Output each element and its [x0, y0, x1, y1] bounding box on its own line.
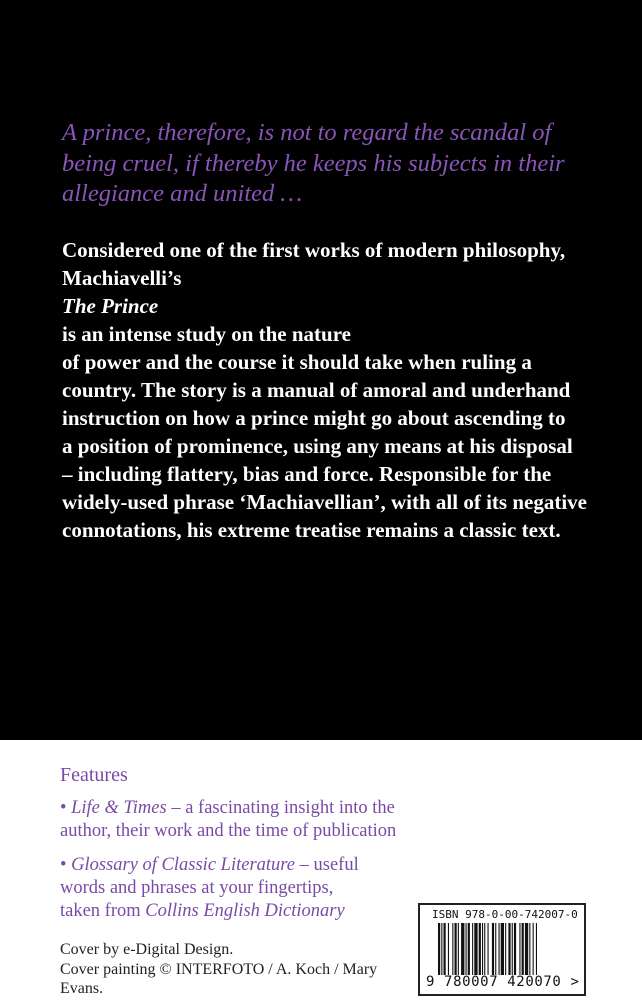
description-line: a position of prominence, using any means at his disposal	[62, 434, 573, 458]
description-line: widely-used phrase ‘Machiavellian’, with all of its negative	[62, 490, 587, 514]
feature-text: – a fascinating insight into the	[166, 798, 395, 818]
cover-credits	[60, 940, 377, 999]
barcode-bar	[519, 923, 520, 975]
credit-line: Cover by e-Digital Design.	[60, 941, 234, 958]
description-line: instruction on how a prince might go about ascending to	[62, 406, 566, 430]
feature-title: Glossary of Classic Literature	[71, 855, 296, 875]
barcode-bar	[522, 923, 524, 975]
feature-line	[60, 797, 440, 820]
description-line: – including flattery, bias and force. Responsible for the	[62, 462, 552, 486]
barcode-bar	[472, 923, 473, 975]
credit-line: Cover painting © INTERFOTO / A. Koch / Mary	[60, 960, 378, 978]
barcode-bar	[525, 923, 528, 975]
credit-line: Evans.	[60, 980, 104, 997]
feature-line	[60, 854, 440, 877]
bullet: •	[60, 798, 72, 818]
feature-line: words and phrases at your fingertips,	[60, 878, 334, 898]
barcode-bar	[499, 923, 500, 975]
description-line	[62, 264, 622, 348]
barcode-digits: 9 780007 420070 >	[426, 974, 580, 990]
barcode-bar	[474, 923, 477, 975]
barcode-bar	[441, 923, 442, 975]
description-line: connotations, his extreme treatise remains a classic text.	[62, 518, 561, 542]
barcode-bar	[505, 923, 506, 975]
feature-text: – useful	[295, 855, 359, 875]
barcode-bar	[533, 923, 534, 975]
barcode-bar	[468, 923, 470, 975]
barcode-bar	[508, 923, 510, 975]
barcode-bar	[484, 923, 485, 975]
barcode-bar	[488, 923, 489, 975]
barcode-bar	[458, 923, 459, 975]
barcode-bar	[479, 923, 481, 975]
quote-line: being cruel, if thereby he keeps his subjects in their	[62, 149, 565, 177]
barcode-bar	[529, 923, 530, 975]
feature-title: Life & Times	[71, 798, 167, 818]
features-heading: Features	[60, 764, 128, 786]
barcode-bar	[466, 923, 467, 975]
book-description	[62, 236, 622, 544]
barcode-bar	[452, 923, 453, 975]
bullet: •	[60, 855, 72, 875]
quote-line: A prince, therefore, is not to regard the scandal of	[62, 119, 552, 146]
barcode-bar	[495, 923, 496, 975]
quote-line: allegiance and united …	[62, 180, 303, 207]
barcode-bar	[461, 923, 464, 975]
feature-text: taken from	[60, 901, 146, 921]
description-text: Machiavelli’s	[62, 266, 182, 290]
barcode-bar	[444, 923, 446, 975]
feature-item-life-and-times	[60, 797, 440, 843]
barcode-bar	[501, 923, 504, 975]
isbn-label: ISBN 978-0-00-742007-0	[432, 908, 578, 921]
barcode-bar	[448, 923, 449, 975]
barcode-bar	[455, 923, 457, 975]
features-panel	[0, 740, 642, 1000]
barcode-bars	[438, 923, 570, 975]
barcode-bar	[492, 923, 494, 975]
feature-line: author, their work and the time of publication	[60, 821, 397, 841]
barcode-bar	[512, 923, 513, 975]
barcode-bar	[514, 923, 516, 975]
description-line: of power and the course it should take when ruling a	[62, 350, 532, 374]
barcode-bar	[438, 923, 440, 975]
feature-line	[60, 900, 440, 923]
dictionary-title: Collins English Dictionary	[145, 901, 345, 921]
barcode-bar	[482, 923, 483, 975]
barcode-bar	[536, 923, 537, 975]
description-line: country. The story is a manual of amoral and underhand	[62, 378, 571, 402]
description-line: Considered one of the first works of modern philosophy,	[62, 238, 566, 262]
description-text: is an intense study on the nature	[62, 322, 351, 346]
feature-item-glossary	[60, 854, 440, 923]
book-title: The Prince	[62, 294, 159, 318]
pull-quote	[62, 118, 602, 210]
isbn-barcode	[418, 903, 586, 996]
